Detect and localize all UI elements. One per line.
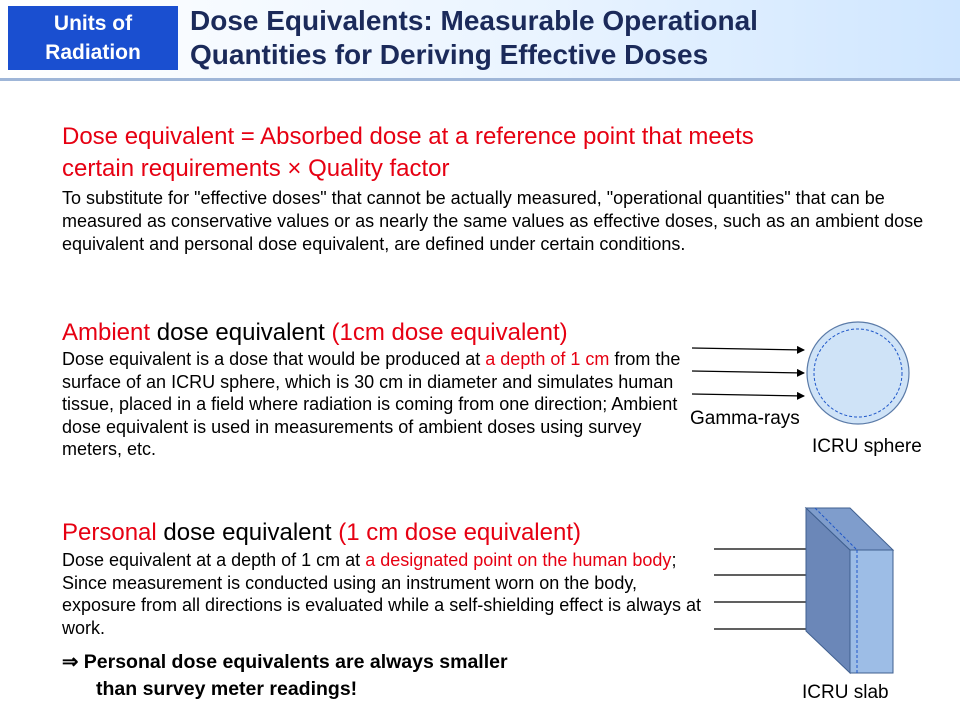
gamma-arrow-2: [692, 371, 804, 373]
personal-body-2: ; Since measurement is conducted using an instrument worn on the body, exposure from all directions is evaluated while a self-shielding effect is always at work.: [62, 550, 701, 638]
definition-line-2: certain requirements × Quality factor: [62, 155, 450, 182]
ambient-heading-term: Ambient: [62, 319, 151, 346]
definition-line-1: Dose equivalent = Absorbed dose at a reference point that meets: [62, 123, 754, 150]
personal-heading-note: (1 cm dose equivalent): [338, 519, 581, 546]
ambient-body-2: from the surface of an ICRU sphere, which is 30 cm in diameter and simulates human tissue, placed in a field where radiation is coming from one direction; Ambient dose equivalent is used in measurements of ambient doses using survey meters, etc.: [62, 349, 681, 459]
conclusion-line-1: ⇒ Personal dose equivalents are always smaller: [62, 651, 508, 673]
personal-body-1: Dose equivalent at a depth of 1 cm at: [62, 550, 366, 570]
personal-heading-term: Personal: [62, 519, 157, 546]
ambient-body-highlight: a depth of 1 cm: [485, 349, 610, 369]
icru-sphere-label: ICRU sphere: [812, 436, 922, 457]
personal-body-highlight: a designated point on the human body: [365, 550, 672, 570]
intro-paragraph: To substitute for "effective doses" that cannot be actually measured, "operational quantities" that can be measured as conservative values or as nearly the same values as effective doses, such as an ambient dose equivalent and personal dose equivalent, are defined under certain conditions.: [62, 188, 924, 254]
badge-line-2: Radiation: [45, 41, 141, 64]
ambient-body-1: Dose equivalent is a dose that would be produced at: [62, 349, 486, 369]
title-line-2: Quantities for Deriving Effective Doses: [190, 39, 709, 70]
ambient-heading-text: dose equivalent: [150, 319, 332, 346]
ambient-heading-note: (1cm dose equivalent): [331, 319, 568, 346]
gamma-rays-label: Gamma-rays: [690, 408, 800, 429]
personal-heading-text: dose equivalent: [156, 519, 339, 546]
gamma-arrow-3: [692, 394, 804, 396]
icru-slab-label: ICRU slab: [802, 682, 889, 703]
gamma-arrow-1: [692, 348, 804, 350]
icru-sphere: [807, 322, 909, 424]
conclusion-line-2: than survey meter readings!: [96, 678, 358, 700]
badge-line-1: Units of: [53, 12, 133, 35]
title-line-1: Dose Equivalents: Measurable Operational: [190, 5, 758, 36]
icru-slab-side: [850, 550, 893, 673]
